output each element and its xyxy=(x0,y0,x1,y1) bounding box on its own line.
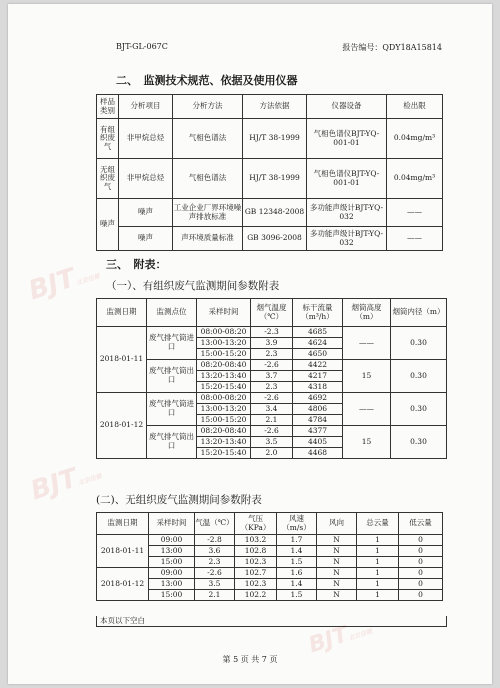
col-wind-direction: 风向 xyxy=(317,513,357,535)
cell-flow: 4405 xyxy=(293,437,343,448)
cell-wind-speed: 1.4 xyxy=(277,579,317,590)
cell-point: 废气排气筒出口 xyxy=(147,426,197,459)
cell-temp: -2.6 xyxy=(195,568,235,579)
cell-diameter: 0.30 xyxy=(391,327,447,360)
table-row xyxy=(97,327,447,338)
cell-flow: 4377 xyxy=(293,426,343,437)
cell-limit: —— xyxy=(387,227,443,251)
cell-category: 噪声 xyxy=(97,199,119,251)
subsection-1-title: （一）、有组织废气监测期间参数附表 xyxy=(106,280,280,292)
cell-pressure: 102.3 xyxy=(235,557,277,568)
cell-flow: 4806 xyxy=(293,404,343,415)
cell-temp: -2.6 xyxy=(251,360,293,371)
organized-gas-table xyxy=(96,298,447,459)
cell-flow: 4624 xyxy=(293,338,343,349)
cell-temp: 2.1 xyxy=(195,590,235,601)
cell-point: 废气排气筒出口 xyxy=(147,360,197,393)
cell-time: 15:20-15:40 xyxy=(197,448,251,459)
cell-flow: 4217 xyxy=(293,371,343,382)
cell-temp: -2.6 xyxy=(251,393,293,404)
cell-height: —— xyxy=(343,327,391,360)
cell-total-cloud: 1 xyxy=(357,568,399,579)
col-wind-speed: 风速（m/s） xyxy=(277,513,317,535)
cell-total-cloud: 1 xyxy=(357,590,399,601)
table-row xyxy=(97,199,443,227)
table-row xyxy=(97,360,447,371)
cell-height: —— xyxy=(343,393,391,426)
subsection-2-title: (二)、无组织废气监测期间参数附表 xyxy=(96,494,262,506)
cell-height: 15 xyxy=(343,360,391,393)
cell-wind-direction: N xyxy=(317,579,357,590)
cell-item: 噪声 xyxy=(119,227,173,251)
col-item: 分析项目 xyxy=(119,95,173,119)
cell-wind-direction: N xyxy=(317,557,357,568)
cell-date: 2018-01-11 xyxy=(97,327,147,393)
cell-time: 15:00-15:20 xyxy=(197,415,251,426)
cell-temp: 3.5 xyxy=(195,579,235,590)
cell-wind-speed: 1.7 xyxy=(277,535,317,546)
col-time: 采样时间 xyxy=(197,299,251,327)
cell-temp: 2.3 xyxy=(251,382,293,393)
cell-wind-direction: N xyxy=(317,568,357,579)
cell-flow: 4692 xyxy=(293,393,343,404)
cell-time: 15:00 xyxy=(149,557,195,568)
col-pressure: 气压（KPa） xyxy=(235,513,277,535)
table-header-row xyxy=(97,299,447,327)
cell-wind-direction: N xyxy=(317,535,357,546)
col-total-cloud: 总云量 xyxy=(357,513,399,535)
cell-temp: 3.5 xyxy=(251,437,293,448)
col-basis: 方法依据 xyxy=(243,95,307,119)
cell-flow: 4318 xyxy=(293,382,343,393)
cell-temp: -2.6 xyxy=(251,426,293,437)
cell-low-cloud: 0 xyxy=(399,546,443,557)
col-height: 烟筒高度（m） xyxy=(343,299,391,327)
cell-time: 13:00-13:20 xyxy=(197,338,251,349)
section-2-title: 二、 监测技术规范、依据及使用仪器 xyxy=(116,74,298,87)
table-header-row xyxy=(97,95,443,119)
table-row xyxy=(97,568,443,579)
table-row xyxy=(97,535,443,546)
watermark-logo: BJT北京佳德 xyxy=(25,263,101,307)
watermark-logo: BJT北京佳德 xyxy=(305,622,374,659)
cell-time: 13:20-13:40 xyxy=(197,371,251,382)
cell-instrument: 气相色谱仪BJT-YQ-001-01 xyxy=(307,159,387,199)
cell-total-cloud: 1 xyxy=(357,557,399,568)
cell-method: 声环境质量标准 xyxy=(173,227,243,251)
cell-item: 非甲烷总烃 xyxy=(119,119,173,159)
cell-flow: 4784 xyxy=(293,415,343,426)
table-row xyxy=(97,579,443,590)
cell-time: 09:00 xyxy=(149,568,195,579)
cell-low-cloud: 0 xyxy=(399,568,443,579)
cell-wind-speed: 1.6 xyxy=(277,568,317,579)
col-flow: 标干流量（m³/h） xyxy=(293,299,343,327)
cell-diameter: 0.30 xyxy=(391,393,447,426)
cell-date: 2018-01-12 xyxy=(97,393,147,459)
table-row xyxy=(97,227,443,251)
cell-instrument: 多功能声级计BJT-YQ-032 xyxy=(307,199,387,227)
table-row xyxy=(97,546,443,557)
col-detection-limit: 检出限 xyxy=(387,95,443,119)
cell-low-cloud: 0 xyxy=(399,590,443,601)
watermark-logo: BJT北京佳德 xyxy=(27,463,103,507)
cell-limit: 0.04mg/m³ xyxy=(387,159,443,199)
col-point: 监测点位 xyxy=(147,299,197,327)
col-instrument: 仪器设备 xyxy=(307,95,387,119)
section-3-title: 三、 附表： xyxy=(106,258,167,271)
cell-flow: 4650 xyxy=(293,349,343,360)
cell-date: 2018-01-12 xyxy=(97,568,149,601)
cell-method: 工业企业厂界环境噪声排放标准 xyxy=(173,199,243,227)
cell-date: 2018-01-11 xyxy=(97,535,149,568)
cell-total-cloud: 1 xyxy=(357,546,399,557)
cell-low-cloud: 0 xyxy=(399,557,443,568)
cell-pressure: 103.2 xyxy=(235,535,277,546)
methods-table xyxy=(96,94,443,251)
cell-total-cloud: 1 xyxy=(357,535,399,546)
table-header-row xyxy=(97,513,443,535)
cell-time: 08:00-08:20 xyxy=(197,327,251,338)
cell-temp: 3.9 xyxy=(251,338,293,349)
cell-height: 15 xyxy=(343,426,391,459)
cell-flow: 4422 xyxy=(293,360,343,371)
col-date: 监测日期 xyxy=(97,513,149,535)
cell-item: 噪声 xyxy=(119,199,173,227)
cell-instrument: 多功能声级计BJT-YQ-032 xyxy=(307,227,387,251)
cell-low-cloud: 0 xyxy=(399,579,443,590)
cell-time: 08:20-08:40 xyxy=(197,426,251,437)
cell-pressure: 102.3 xyxy=(235,579,277,590)
cell-temp: 2.3 xyxy=(251,349,293,360)
cell-limit: —— xyxy=(387,199,443,227)
cell-temp: 3.4 xyxy=(251,404,293,415)
col-low-cloud: 低云量 xyxy=(399,513,443,535)
col-diameter: 烟筒内径（m） xyxy=(391,299,447,327)
cell-temp: 3.7 xyxy=(251,371,293,382)
report-number: 报告编号：QDY18A15814 xyxy=(342,43,442,52)
cell-pressure: 102.7 xyxy=(235,568,277,579)
col-time: 采样时间 xyxy=(149,513,195,535)
doc-code: BJT-GL-067C xyxy=(116,42,168,51)
cell-temp: 2.1 xyxy=(251,415,293,426)
cell-wind-direction: N xyxy=(317,546,357,557)
cell-diameter: 0.30 xyxy=(391,360,447,393)
cell-instrument: 气相色谱仪BJT-YQ-001-01 xyxy=(307,119,387,159)
col-temp: 烟气温度（℃） xyxy=(251,299,293,327)
unorganized-gas-table xyxy=(96,512,443,601)
cell-temp: 2.0 xyxy=(251,448,293,459)
cell-low-cloud: 0 xyxy=(399,535,443,546)
cell-method: 气相色谱法 xyxy=(173,119,243,159)
cell-total-cloud: 1 xyxy=(357,579,399,590)
page-footer: 第 5 页 共 7 页 xyxy=(222,655,278,664)
cell-wind-speed: 1.4 xyxy=(277,546,317,557)
cell-pressure: 102.2 xyxy=(235,590,277,601)
table-row xyxy=(97,159,443,199)
table-row xyxy=(97,590,443,601)
cell-item: 非甲烷总烃 xyxy=(119,159,173,199)
cell-temp: 3.6 xyxy=(195,546,235,557)
blank-below-note: 本页以下空白 xyxy=(96,616,447,627)
cell-time: 15:00-15:20 xyxy=(197,349,251,360)
cell-category: 有组织废气 xyxy=(97,119,119,159)
table-row xyxy=(97,393,447,404)
cell-category: 无组织废气 xyxy=(97,159,119,199)
cell-point: 废气排气筒进口 xyxy=(147,393,197,426)
cell-basis: GB 12348-2008 xyxy=(243,199,307,227)
cell-point: 废气排气筒进口 xyxy=(147,327,197,360)
cell-temp: -2.3 xyxy=(251,327,293,338)
cell-time: 13:00 xyxy=(149,546,195,557)
col-date: 监测日期 xyxy=(97,299,147,327)
cell-flow: 4468 xyxy=(293,448,343,459)
cell-time: 13:00 xyxy=(149,579,195,590)
cell-time: 15:00 xyxy=(149,590,195,601)
cell-basis: HJ/T 38-1999 xyxy=(243,159,307,199)
table-row xyxy=(97,557,443,568)
cell-temp: -2.8 xyxy=(195,535,235,546)
cell-limit: 0.04mg/m³ xyxy=(387,119,443,159)
cell-wind-speed: 1.5 xyxy=(277,557,317,568)
cell-pressure: 102.8 xyxy=(235,546,277,557)
table-row xyxy=(97,119,443,159)
cell-wind-speed: 1.5 xyxy=(277,590,317,601)
cell-temp: 2.3 xyxy=(195,557,235,568)
table-row xyxy=(97,426,447,437)
cell-basis: HJ/T 38-1999 xyxy=(243,119,307,159)
cell-wind-direction: N xyxy=(317,590,357,601)
cell-method: 气相色谱法 xyxy=(173,159,243,199)
col-sample-type: 样品类别 xyxy=(97,95,119,119)
cell-time: 13:20-13:40 xyxy=(197,437,251,448)
cell-basis: GB 3096-2008 xyxy=(243,227,307,251)
cell-diameter: 0.30 xyxy=(391,426,447,459)
cell-time: 08:00-08:20 xyxy=(197,393,251,404)
cell-time: 13:00-13:20 xyxy=(197,404,251,415)
cell-flow: 4685 xyxy=(293,327,343,338)
cell-time: 08:20-08:40 xyxy=(197,360,251,371)
report-page xyxy=(8,4,492,684)
cell-time: 09:00 xyxy=(149,535,195,546)
cell-time: 15:20-15:40 xyxy=(197,382,251,393)
col-method: 分析方法 xyxy=(173,95,243,119)
col-temp: 气温（℃） xyxy=(195,513,235,535)
